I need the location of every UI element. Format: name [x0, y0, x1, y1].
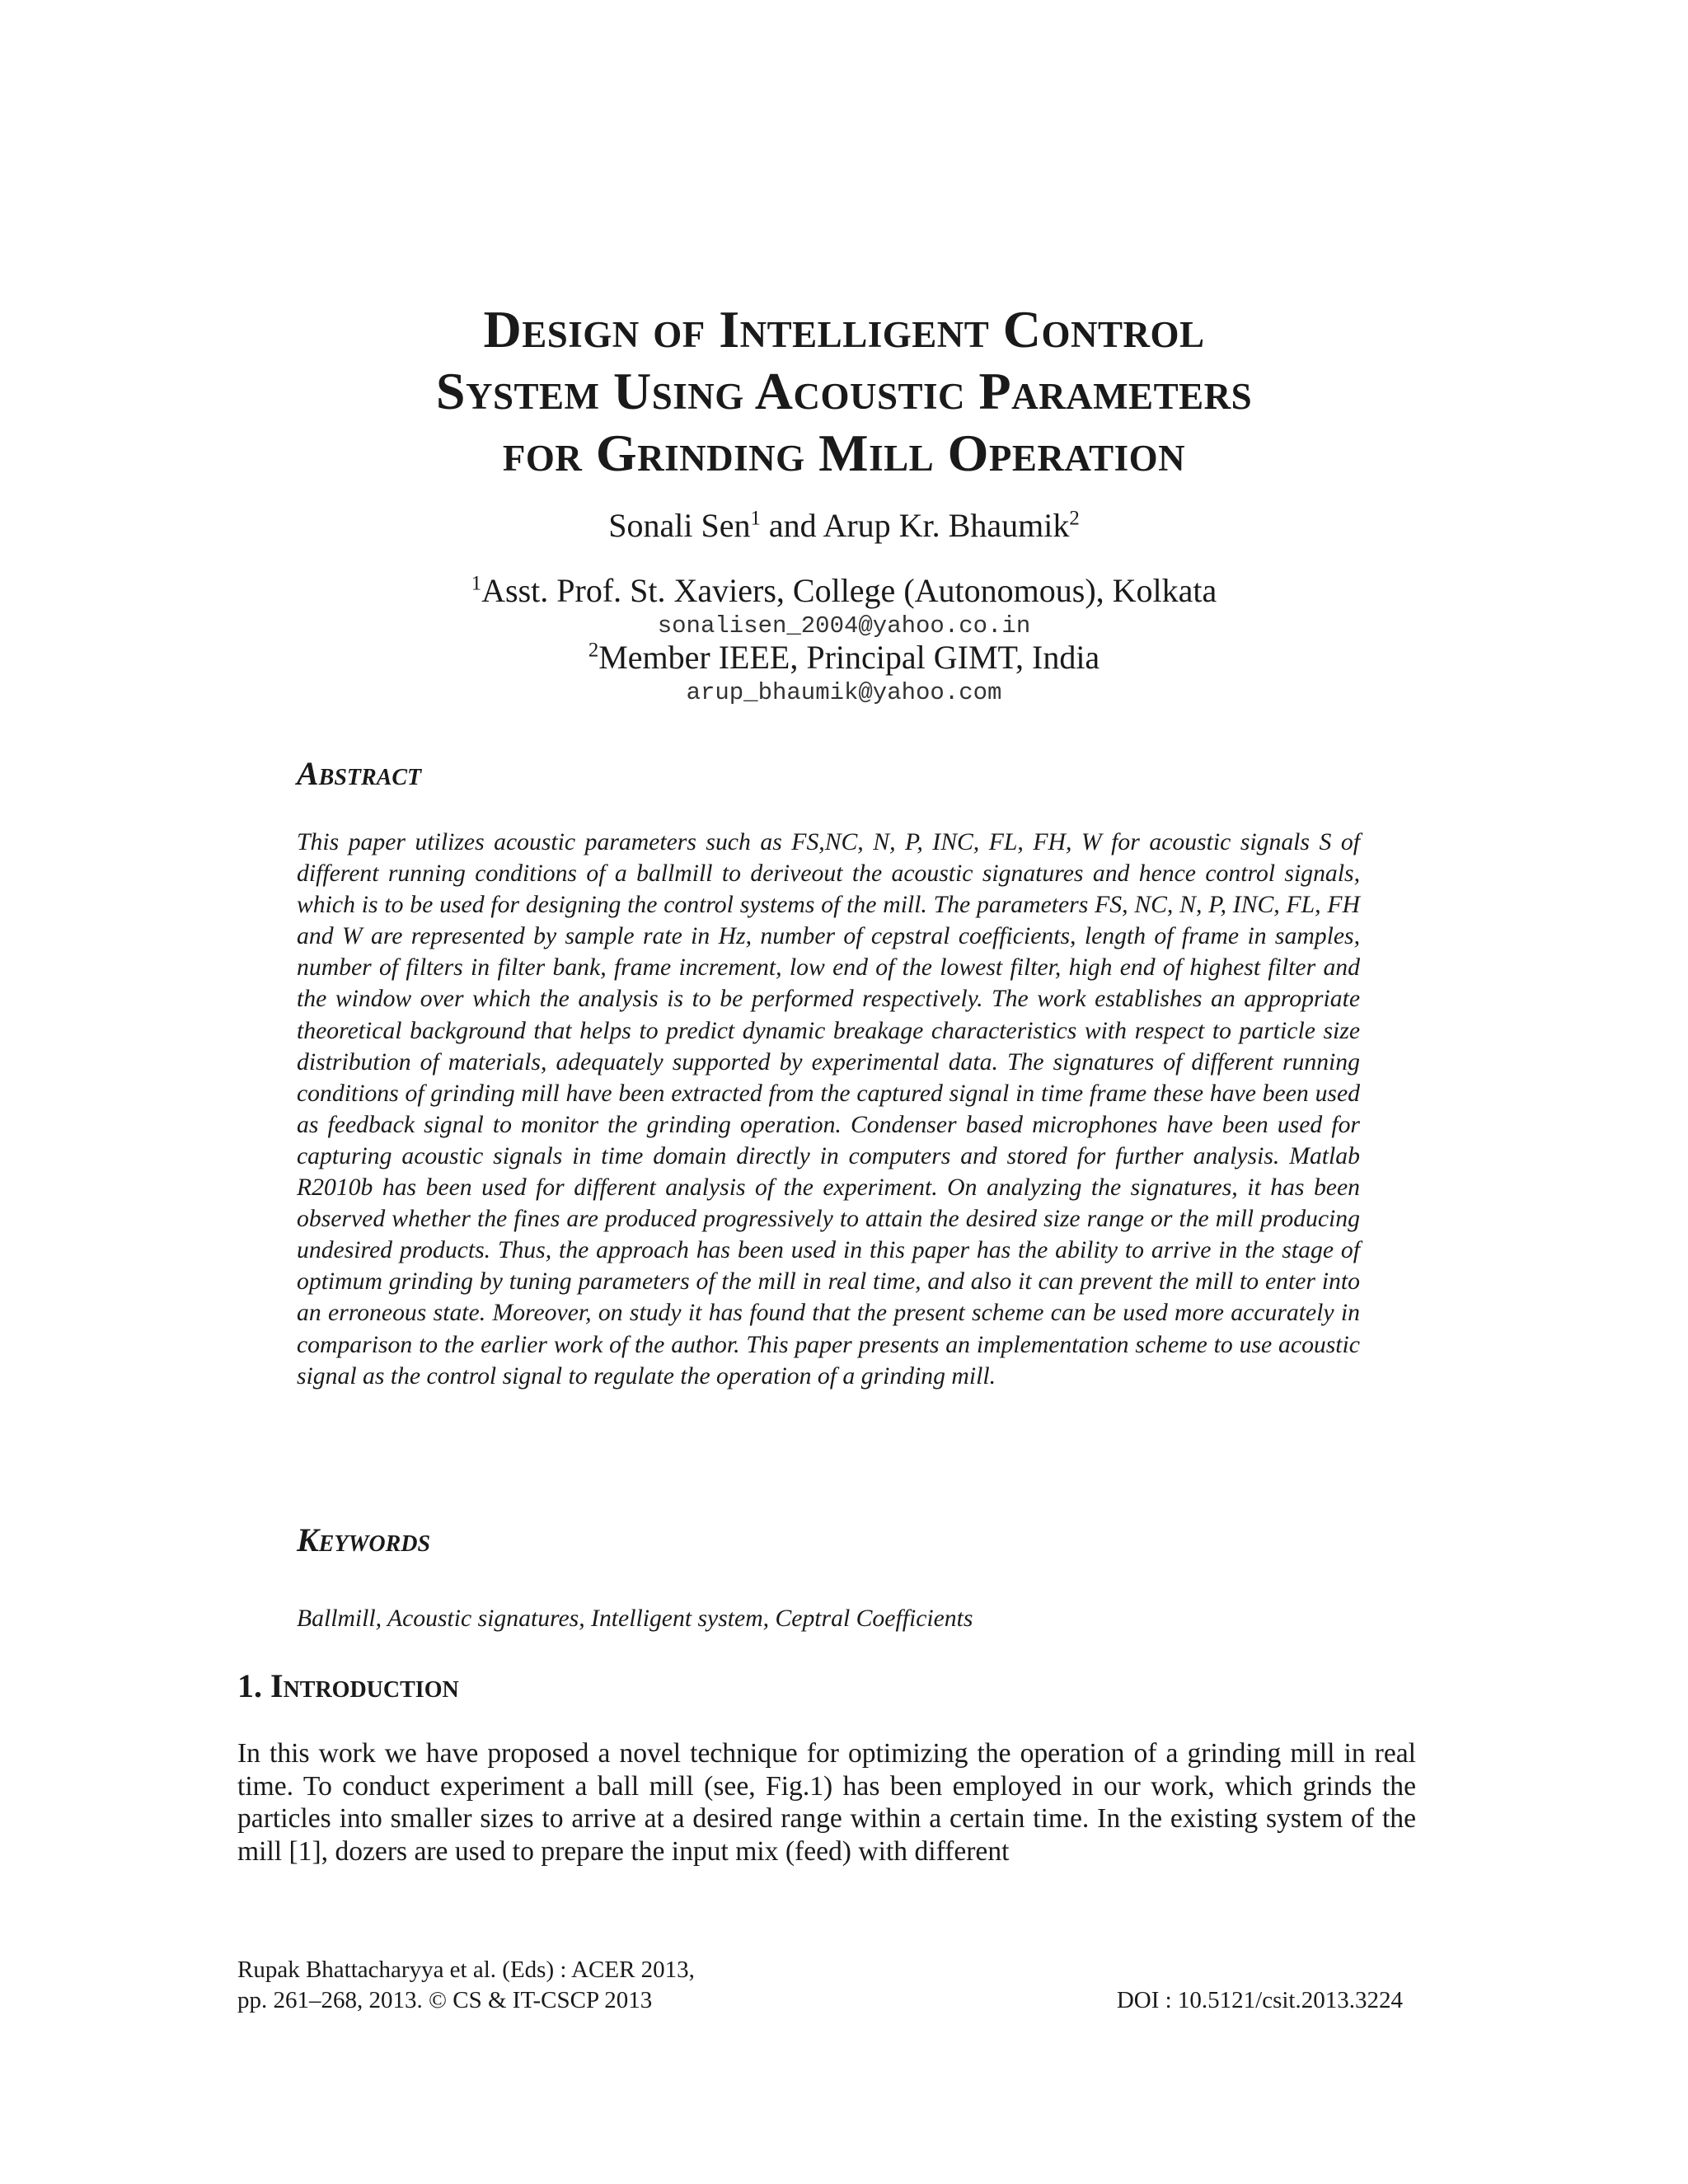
title-line-2: System Using Acoustic Parameters [435, 362, 1253, 420]
abstract-text: This paper utilizes acoustic parameters such as FS,NC, N, P, INC, FL, FH, W for acoustic signals S of different running conditions of a ballmill to deriveout the acoustic signatures and hence control signals, which is to be used for designing the control systems of the mill. The parameters FS, NC, N, P, INC, FL, FH and W are represented by sample rate in Hz, number of cepstral coefficients, length of frame in samples, number of filters in filter bank, frame increment, low end of the lowest filter, high end of highest filter and the window over which the analysis is to be performed respectively. The work establishes an appropriate theoretical background that helps to predict dynamic breakage characteristics with respect to particle size distribution of materials, adequately supported by experimental data. The signatures of different running conditions of grinding mill have been extracted from the captured signal in time frame these have been used as feedback signal to monitor the grinding operation. Condenser based microphones have been used for capturing acoustic signals in time domain directly in computers and stored for further analysis. Matlab R2010b has been used for different analysis of the experiment. On analyzing the signatures, it has been observed whether the fines are produced progressively to attain the desired size range or the mill producing undesired products. Thus, the approach has been used in this paper has the ability to arrive in the stage of optimum grinding by tuning parameters of the mill in real time, and also it can prevent the mill to enter into an erroneous state. Moreover, on study it has found that the present scheme can be used more accurately in comparison to the earlier work of the author. This paper presents an implementation scheme to use acoustic signal as the control signal to regulate the operation of a grinding mill. [297, 829, 1360, 1390]
affiliation-2-superscript: 2 [588, 639, 599, 662]
affiliation-2-text: Member IEEE, Principal GIMT, India [598, 639, 1100, 676]
title-line-1: Design of Intelligent Control [483, 300, 1205, 359]
author-1-name: Sonali Sen [608, 507, 751, 544]
footer-doi: DOI : 10.5121/csit.2013.3224 [1116, 1987, 1403, 2013]
abstract-heading: Abstract [297, 755, 422, 792]
introduction-heading: 1. Introduction [237, 1667, 459, 1704]
author-line [0, 506, 1688, 546]
affiliation-1-superscript: 1 [471, 572, 482, 595]
author-2-name: Arup Kr. Bhaumik [823, 507, 1070, 544]
affiliation-2-email: arup_bhaumik@yahoo.com [686, 679, 1002, 706]
footer-line-2: pp. 261–268, 2013. © CS & IT-CSCP 2013 [237, 1987, 653, 2013]
introduction-text: In this work we have proposed a novel technique for optimizing the operation of a grinding mill in real time. To conduct experiment a ball mill (see, Fig.1) has been employed in our work, which grinds the particles into smaller sizes to arrive at a desired range within a certain time. In the existing system of the mill [1], dozers are used to prepare the input mix (feed) with different [237, 1738, 1416, 1867]
affiliation-2 [0, 639, 1688, 677]
footer-citation [237, 1955, 695, 2016]
affiliation-1-text: Asst. Prof. St. Xaviers, College (Autonomous), Kolkata [481, 572, 1217, 609]
keywords-text: Ballmill, Acoustic signatures, Intelligent system, Ceptral Coefficients [297, 1605, 973, 1632]
author-2-superscript: 2 [1069, 507, 1080, 530]
author-1-superscript: 1 [750, 507, 761, 530]
keywords-heading: Keywords [297, 1521, 431, 1558]
affiliation-1 [0, 572, 1688, 610]
title-line-3: for Grinding Mill Operation [502, 424, 1186, 482]
author-conjunction: and [760, 507, 823, 544]
paper-title [0, 298, 1688, 484]
affiliation-1-email: sonalisen_2004@yahoo.co.in [657, 612, 1031, 640]
footer-line-1: Rupak Bhattacharyya et al. (Eds) : ACER 2013, [237, 1957, 695, 1983]
